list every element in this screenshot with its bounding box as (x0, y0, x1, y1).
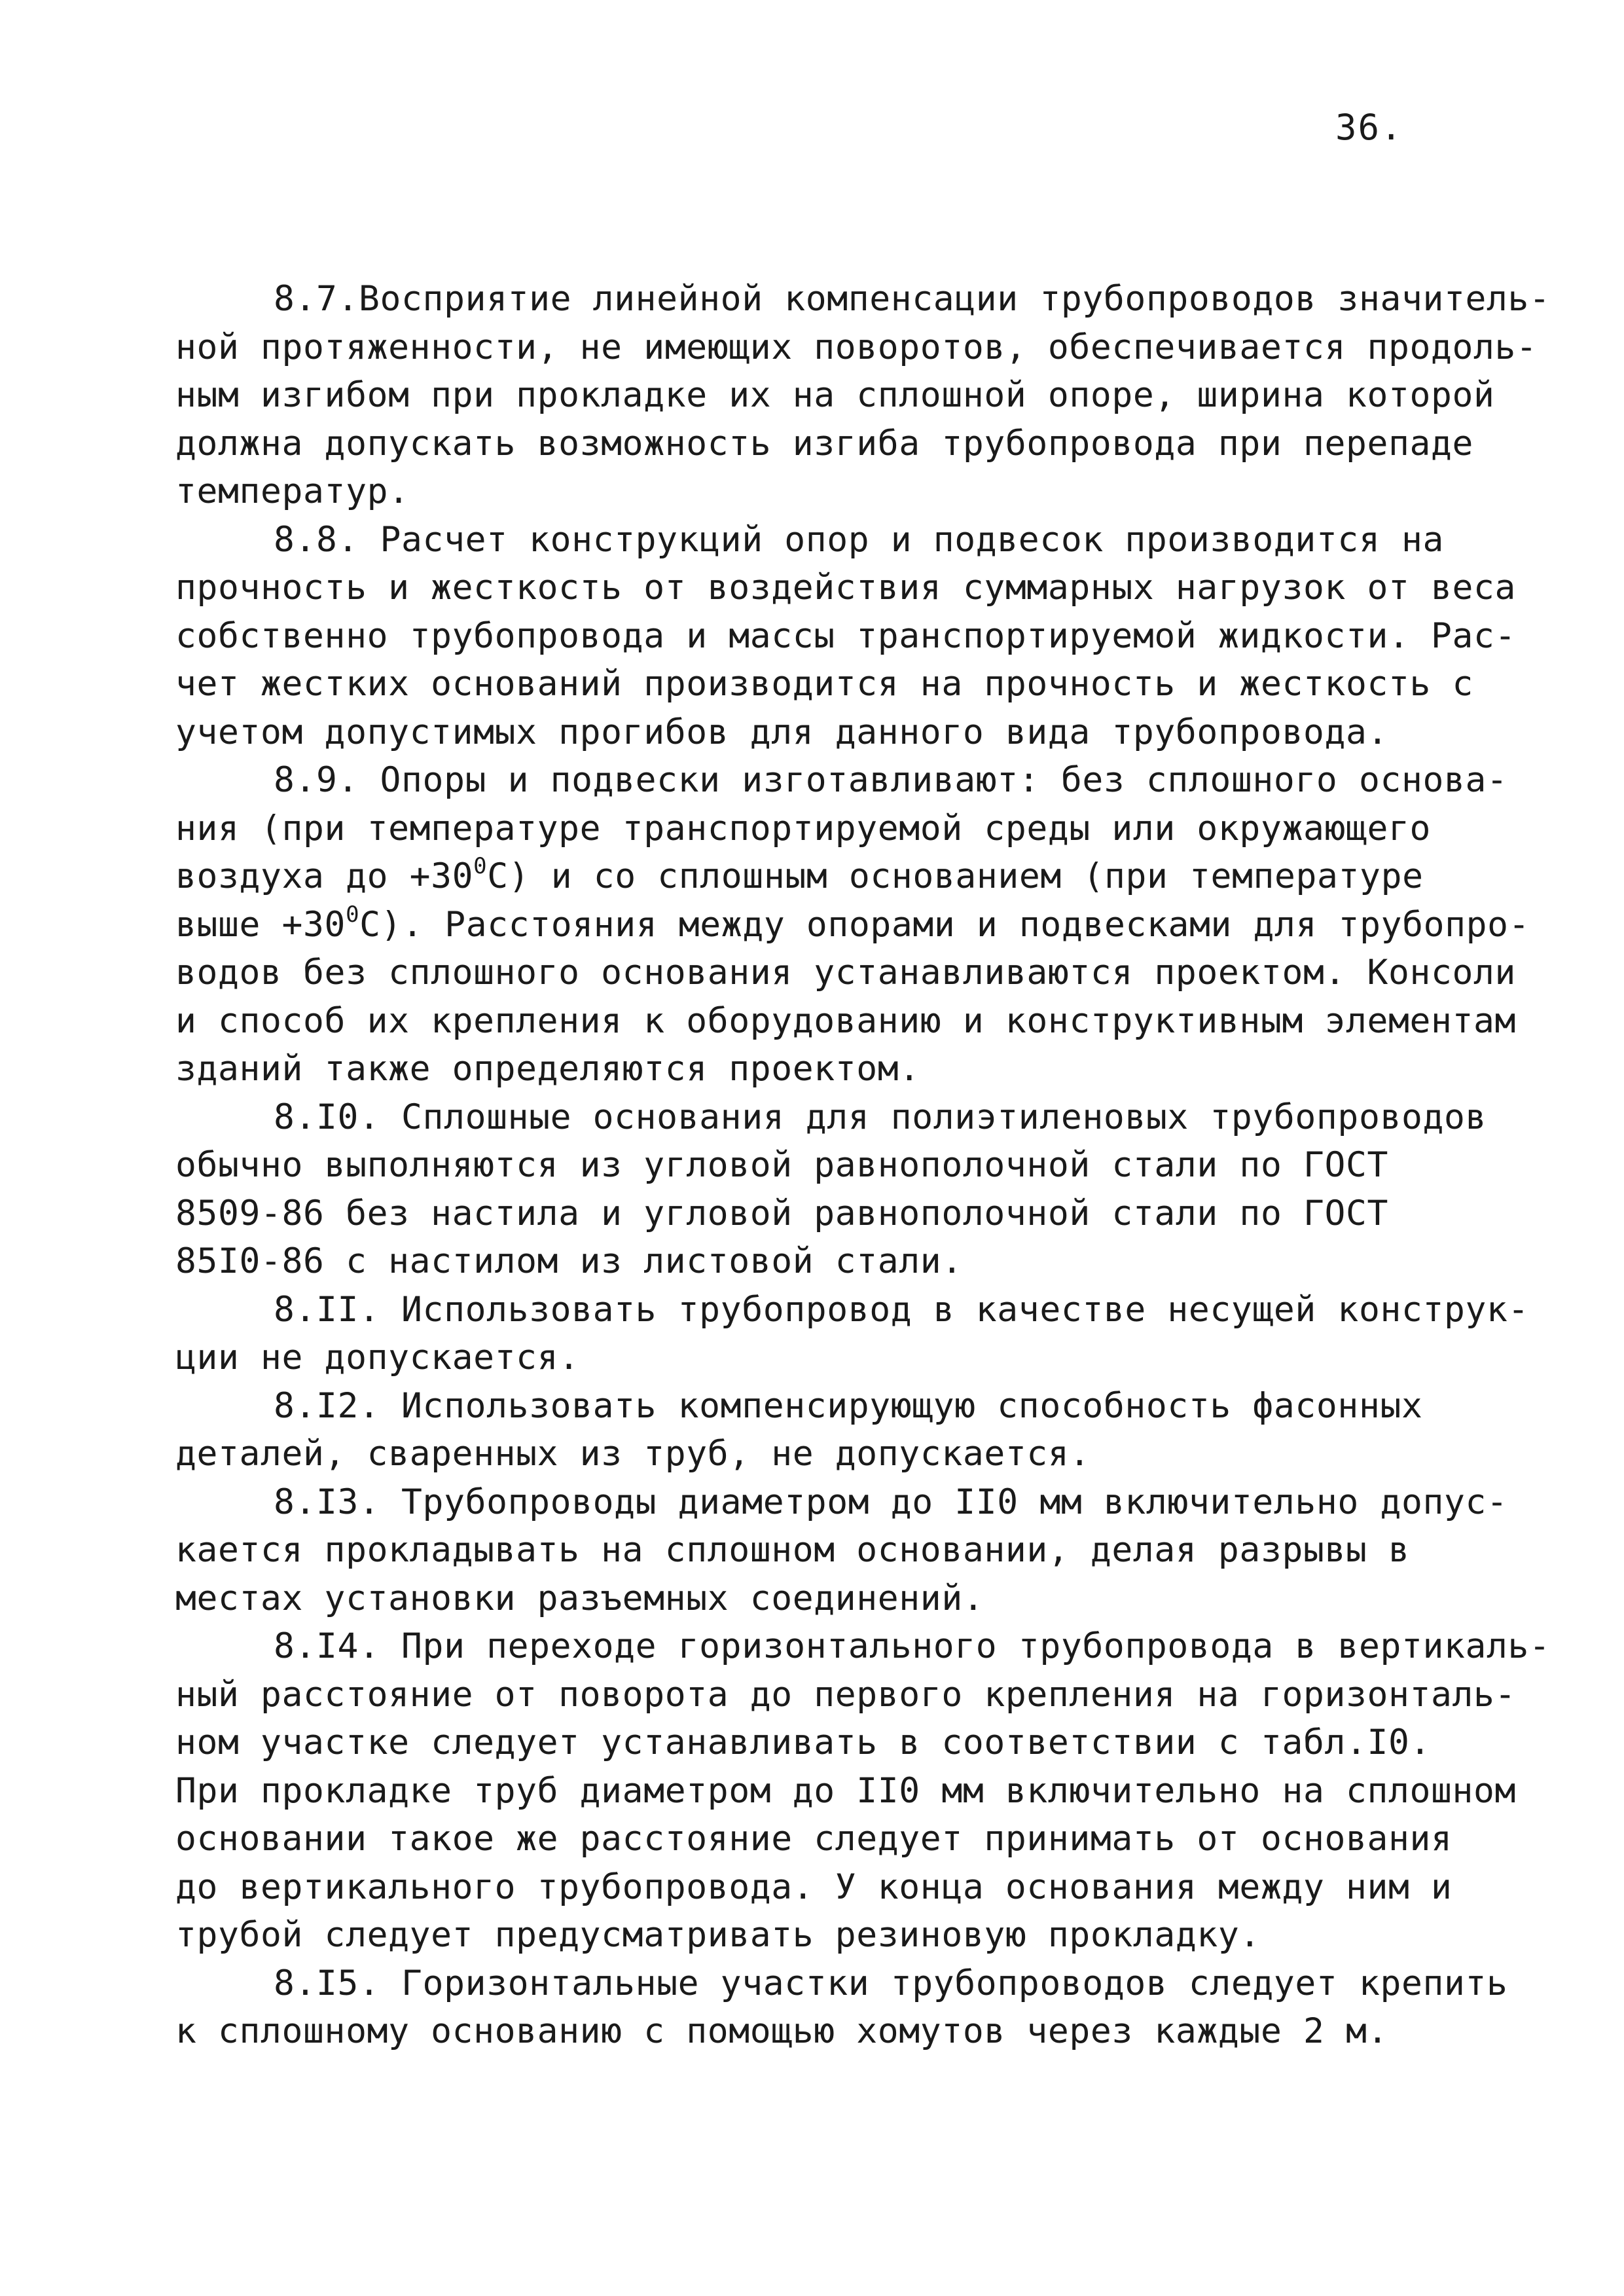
text-line: местах установки разъемных соединений. (175, 1578, 984, 1618)
paragraph-8-11 (175, 1286, 1530, 1382)
paragraph-8-15 (175, 1959, 1511, 2056)
text-line: зданий также определяются проектом. (175, 1049, 920, 1089)
paragraph-8-10 (175, 1093, 1511, 1286)
text-segment: С) и со сплошным основанием (при температуре (487, 856, 1424, 896)
text-line: 8.8. Расчет конструкций опор и подвесок производится на (274, 519, 1444, 560)
text-line: ный расстояние от поворота до первого крепления на горизонталь- (175, 1674, 1517, 1715)
text-line: 8.7.Восприятие линейной компенсации трубопроводов значитель- (274, 279, 1551, 319)
page-number: 36. (1335, 107, 1403, 148)
text-line: ной протяженности, не имеющих поворотов, обеспечивается продоль- (175, 327, 1538, 367)
text-line: 85I0-86 с настилом из листовой стали. (175, 1241, 963, 1281)
paragraph-8-7 (175, 275, 1551, 516)
text-line: 8.I3. Трубопроводы диаметром до II0 мм включительно допус- (274, 1482, 1508, 1522)
text-line: ции не допускается. (175, 1338, 580, 1377)
degree-superscript: 0 (473, 853, 488, 879)
text-line: кается прокладывать на сплошном основании, делая разрывы в (175, 1530, 1410, 1570)
paragraph-8-8 (175, 516, 1517, 757)
text-line: 8.II. Использовать трубопровод в качестве несущей конструк- (274, 1289, 1530, 1330)
text-line: водов без сплошного основания устанавливаются проектом. Консоли (175, 953, 1517, 993)
text-line: чет жестких оснований производится на прочность и жесткость с (175, 664, 1474, 704)
paragraph-8-13 (175, 1478, 1511, 1623)
text-line: 8.I0. Сплошные основания для полиэтиленовых трубопроводов (274, 1097, 1487, 1137)
text-line: При прокладке труб диаметром до II0 мм включительно на сплошном (175, 1770, 1517, 1811)
text-line: деталей, сваренных из труб, не допускается. (175, 1434, 1091, 1474)
paragraph-8-14 (175, 1622, 1551, 1959)
text-line: 8509-86 без настила и угловой равнополочной стали по ГОСТ (175, 1193, 1388, 1233)
text-line: основании такое же расстояние следует принимать от основания (175, 1819, 1453, 1859)
text-line: 8.I5. Горизонтальные участки трубопроводов следует крепить (274, 1963, 1508, 2003)
text-line: температур. (175, 471, 410, 511)
text-line: ном участке следует устанавливать в соответствии с табл.I0. (175, 1722, 1432, 1762)
text-line: ным изгибом при прокладке их на сплошной опоре, ширина которой (175, 375, 1495, 415)
text-line: обычно выполняются из угловой равнополочной стали по ГОСТ (175, 1145, 1388, 1185)
text-line: 8.I2. Использовать компенсирующую способность фасонных (274, 1385, 1423, 1426)
text-line: трубой следует предусматривать резиновую прокладку. (175, 1915, 1261, 1955)
text-line: 8.9. Опоры и подвески изготавливают: без сплошного основа- (274, 760, 1508, 800)
text-segment: С). Расстояния между опорами и подвесками для трубопро- (359, 904, 1530, 945)
text-line: прочность и жесткость от воздействия суммарных нагрузок от веса (175, 568, 1517, 608)
text-segment: воздуха до +30 (175, 856, 474, 896)
text-segment: выше +30 (175, 904, 346, 945)
text-line: и способ их крепления к оборудованию и конструктивным элементам (175, 1000, 1517, 1041)
text-line: должна допускать возможность изгиба трубопровода при перепаде (175, 423, 1474, 464)
text-line: ния (при температуре транспортируемой среды или окружающего (175, 808, 1432, 848)
text-line: к сплошному основанию с помощью хомутов через каждые 2 м. (175, 2011, 1388, 2051)
text-line-with-degree (175, 852, 1511, 901)
body-text (175, 275, 1551, 2056)
text-line-with-degree (175, 901, 1530, 949)
text-line: 8.I4. При переходе горизонтального трубопровода в вертикаль- (274, 1626, 1551, 1666)
degree-superscript: 0 (346, 901, 360, 928)
paragraph-8-9 (175, 756, 1530, 1093)
text-line: собственно трубопровода и массы транспортируемой жидкости. Рас- (175, 615, 1517, 656)
text-line: до вертикального трубопровода. У конца основания между ним и (175, 1867, 1453, 1907)
paragraph-8-12 (175, 1382, 1511, 1478)
text-line: учетом допустимых прогибов для данного вида трубопровода. (175, 712, 1388, 752)
